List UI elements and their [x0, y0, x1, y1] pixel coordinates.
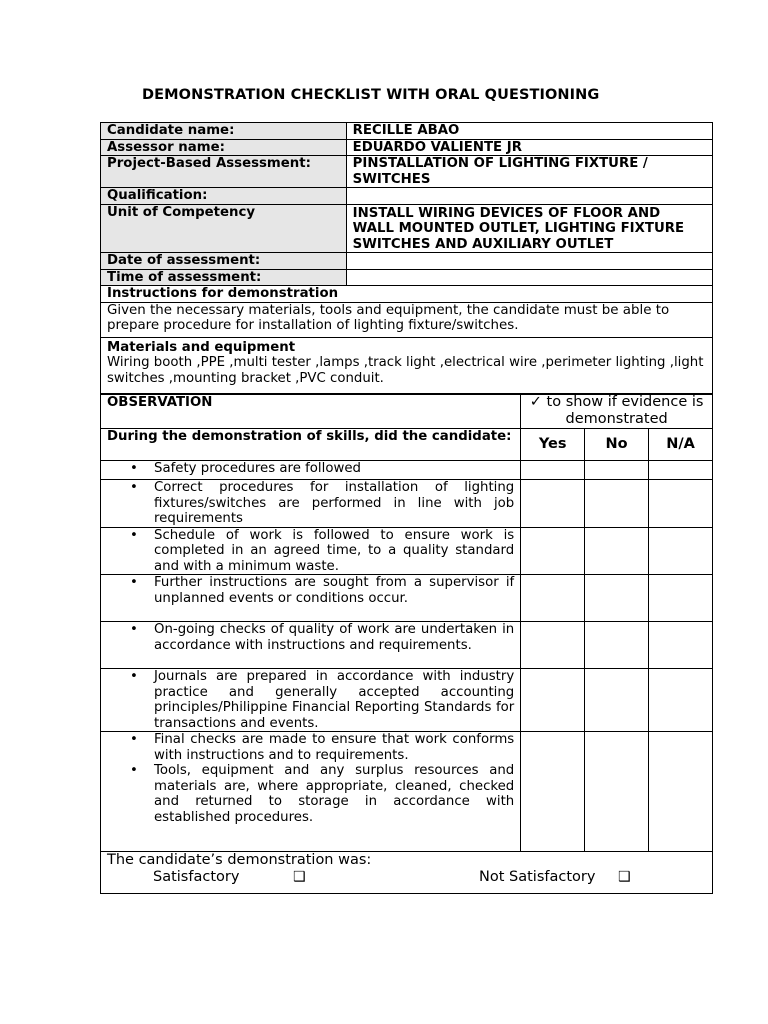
yes-cell[interactable] [521, 669, 585, 732]
checklist-item: • Safety procedures are followed [130, 461, 361, 476]
time-of-assessment-label: Time of assessment: [101, 269, 347, 286]
no-cell[interactable] [585, 575, 649, 622]
candidate-name-label: Candidate name: [101, 123, 347, 140]
satisfactory-label: Satisfactory [153, 869, 240, 885]
date-of-assessment-value[interactable] [346, 253, 712, 270]
bullet-icon: • [130, 461, 138, 476]
checklist-item: • On-going checks of quality of work are undertaken in accordance with instructions and requirements. [130, 622, 515, 653]
candidate-info-table [100, 122, 713, 395]
materials-heading: Materials and equipment [107, 339, 296, 355]
instructions-heading: Instructions for demonstration [101, 286, 713, 303]
not-satisfactory-label: Not Satisfactory [479, 869, 596, 885]
assessor-name-label: Assessor name: [101, 139, 347, 156]
qualification-label: Qualification: [101, 188, 347, 205]
project-assessment-label: Project-Based Assessment: [101, 156, 347, 188]
yes-cell[interactable] [521, 732, 585, 852]
satisfactory-checkbox[interactable]: ❑ [293, 869, 306, 885]
column-na: N/A [649, 429, 713, 461]
project-assessment-value[interactable]: PINSTALLATION OF LIGHTING FIXTURE / SWITCHES [346, 156, 712, 188]
column-yes: Yes [521, 429, 585, 461]
bullet-icon: • [130, 669, 138, 684]
yes-cell[interactable] [521, 480, 585, 528]
assessor-name-value[interactable]: EDUARDO VALIENTE JR [346, 139, 712, 156]
observation-heading: OBSERVATION [101, 394, 521, 429]
not-satisfactory-checkbox[interactable]: ❑ [618, 869, 631, 885]
checklist-item: • Further instructions are sought from a supervisor if unplanned events or conditions occur. [130, 575, 515, 606]
na-cell[interactable] [649, 480, 713, 528]
time-of-assessment-value[interactable] [346, 269, 712, 286]
no-cell[interactable] [585, 669, 649, 732]
bullet-icon: • [130, 732, 138, 747]
checklist-item: • Journals are prepared in accordance with industry practice and generally accepted accounting principles/Philippine Financial Reporting Standards for transactions and events. [130, 669, 515, 731]
na-cell[interactable] [649, 461, 713, 480]
na-cell[interactable] [649, 669, 713, 732]
qualification-value[interactable] [346, 188, 712, 205]
no-cell[interactable] [585, 732, 649, 852]
document-title: DEMONSTRATION CHECKLIST WITH ORAL QUESTIONING [142, 87, 600, 103]
column-no: No [585, 429, 649, 461]
na-cell[interactable] [649, 732, 713, 852]
checklist-item: • Schedule of work is followed to ensure work is completed in an agreed time, to a quality standard and with a minimum waste. [130, 527, 515, 574]
checklist-item: • Final checks are made to ensure that work conforms with instructions and to requirements. [130, 732, 515, 763]
bullet-icon: • [130, 480, 138, 495]
bullet-icon: • [130, 575, 138, 590]
materials-text: Wiring booth ,PPE ,multi tester ,lamps ,track light ,electrical wire ,perimeter lighting ,light switches ,mounting bracket ,PVC conduit. [107, 355, 704, 386]
no-cell[interactable] [585, 622, 649, 669]
yes-cell[interactable] [521, 622, 585, 669]
no-cell[interactable] [585, 461, 649, 480]
yes-cell[interactable] [521, 461, 585, 480]
checklist-item: • Correct procedures for installation of lighting fixtures/switches are performed in line with job requirements [130, 480, 515, 526]
no-cell[interactable] [585, 480, 649, 528]
observation-checklist-table [100, 393, 713, 894]
no-cell[interactable] [585, 527, 649, 575]
yes-cell[interactable] [521, 575, 585, 622]
na-cell[interactable] [649, 575, 713, 622]
bullet-icon: • [130, 622, 138, 637]
result-label: The candidate’s demonstration was: [107, 852, 372, 868]
candidate-name-value[interactable]: RECILLE ABAO [346, 123, 712, 140]
evidence-note: ✓ to show if evidence is demonstrated [521, 394, 713, 429]
observation-question: During the demonstration of skills, did the candidate: [101, 429, 521, 461]
checklist-item: • Tools, equipment and any surplus resources and materials are, where appropriate, cleaned, checked and returned to storage in accordance with established procedures. [130, 763, 515, 825]
na-cell[interactable] [649, 622, 713, 669]
na-cell[interactable] [649, 527, 713, 575]
bullet-icon: • [130, 763, 138, 778]
instructions-text: Given the necessary materials, tools and equipment, the candidate must be able to prepare procedure for installation of lighting fixture/switches. [101, 302, 713, 337]
unit-of-competency-label: Unit of Competency [101, 204, 347, 253]
yes-cell[interactable] [521, 527, 585, 575]
bullet-icon: • [130, 527, 138, 543]
date-of-assessment-label: Date of assessment: [101, 253, 347, 270]
unit-of-competency-value[interactable]: INSTALL WIRING DEVICES OF FLOOR AND WALL MOUNTED OUTLET, LIGHTING FIXTURE SWITCHES AND AUXILIARY OUTLET [346, 204, 712, 253]
